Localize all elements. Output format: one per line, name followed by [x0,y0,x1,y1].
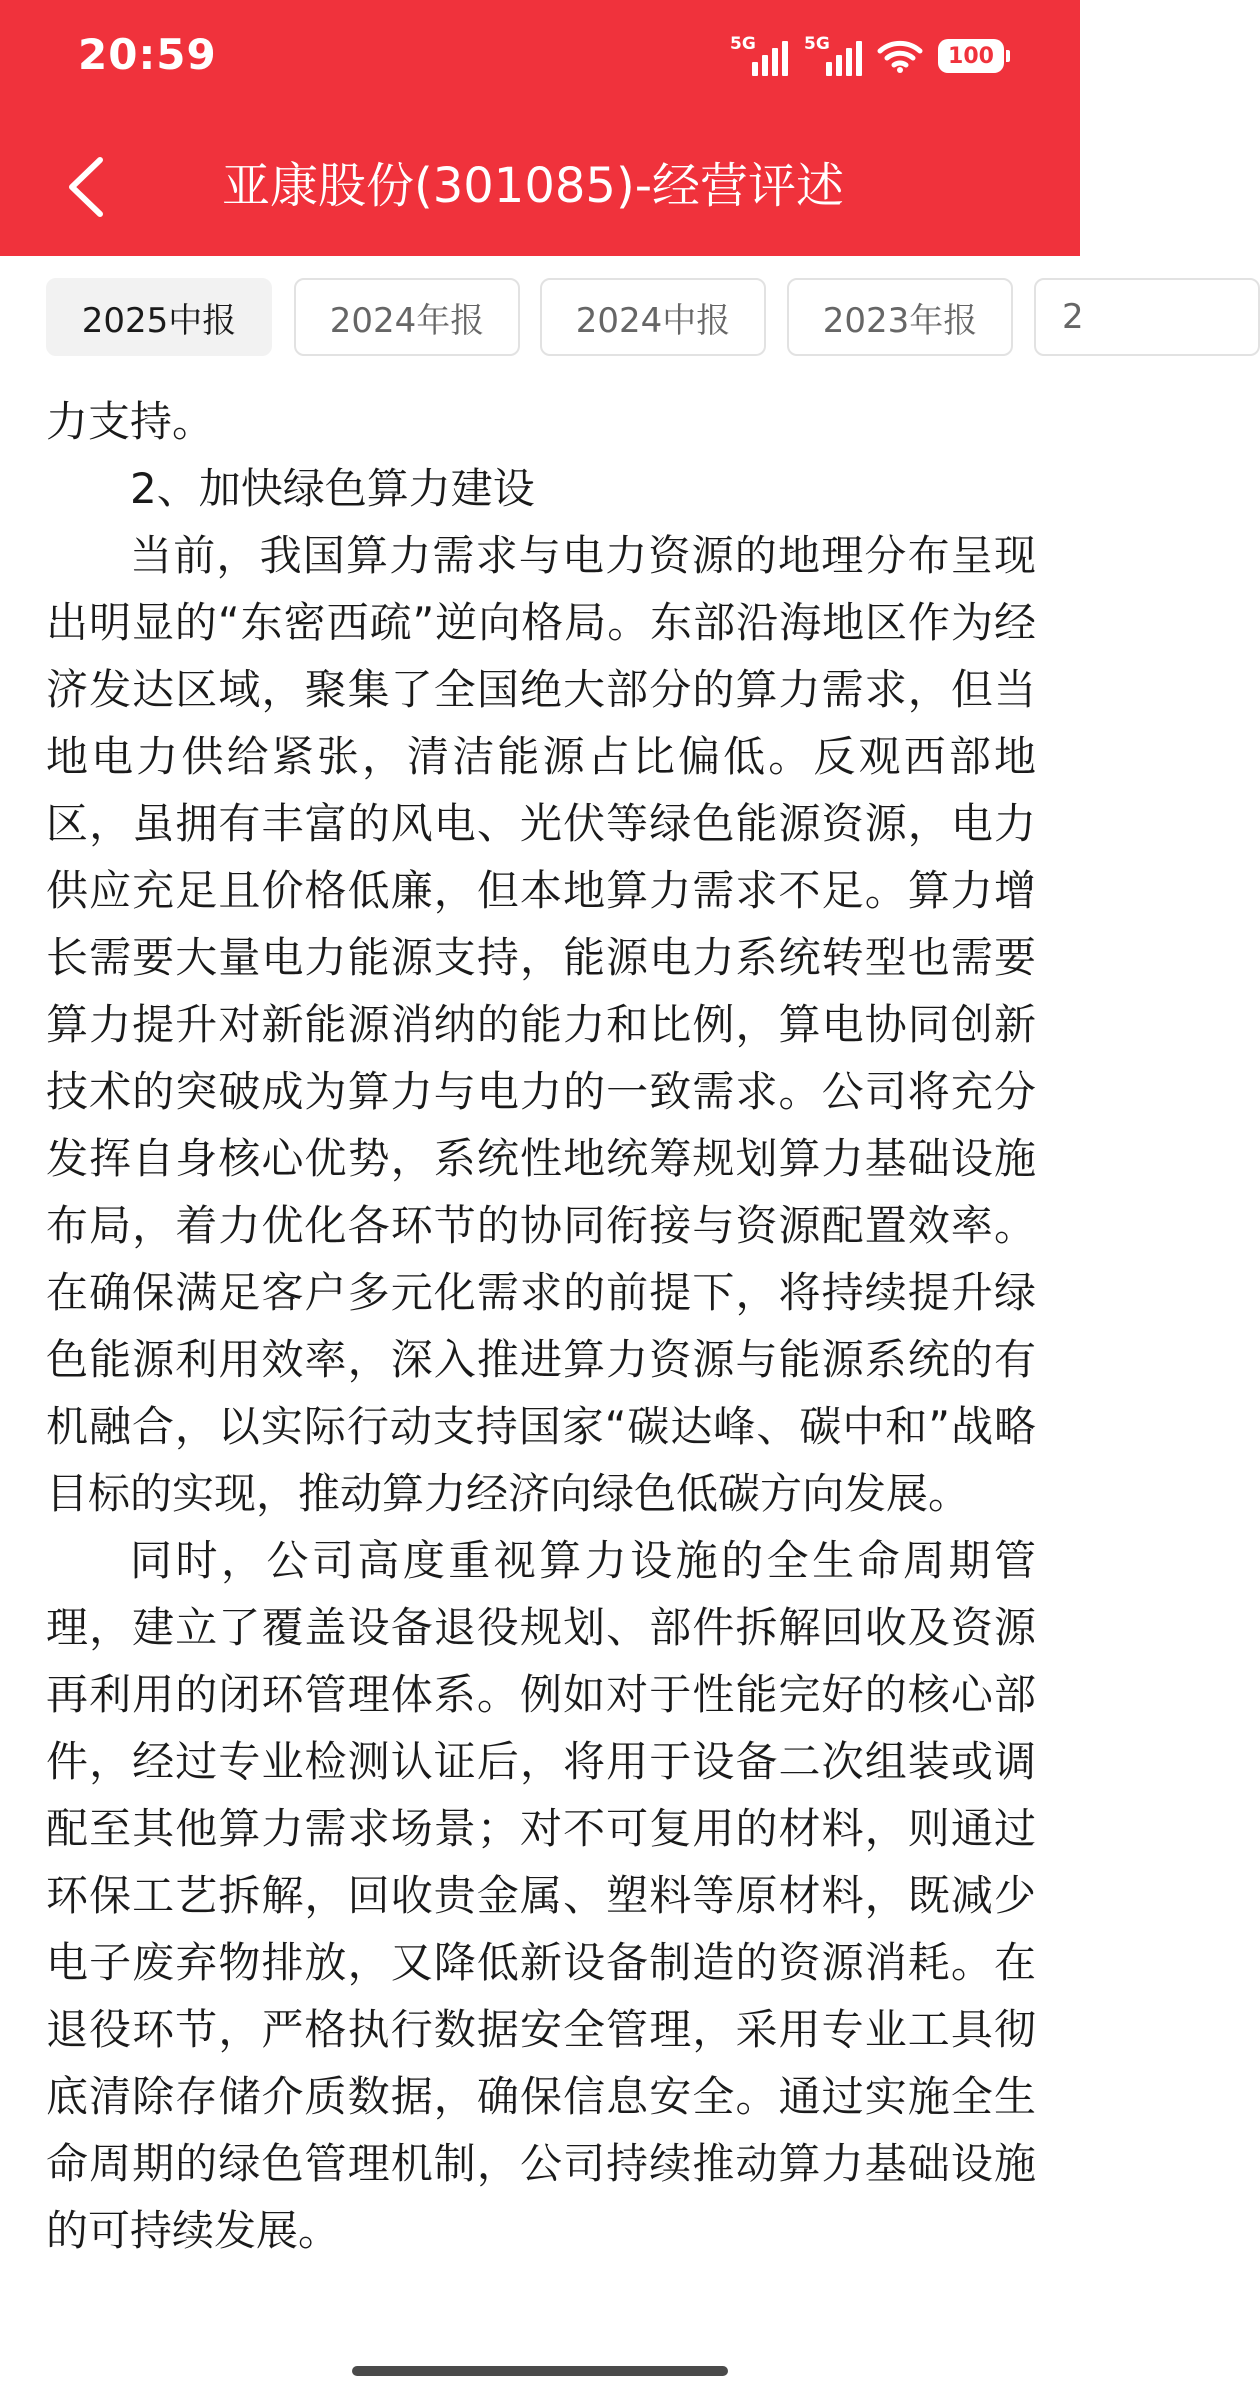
tab-2023-annual[interactable]: 2023年报 [787,278,1013,356]
tab-2025-interim[interactable]: 2025中报 [46,278,272,356]
status-bar [0,0,1080,118]
app-header [0,0,1080,256]
tab-next-partial[interactable]: 2 [1034,278,1260,356]
report-content [46,388,1036,2264]
battery-icon [938,39,1004,73]
cellular-signal-icon [730,36,788,76]
paragraph-continuation: 力支持。 [46,397,215,446]
network-type-label-2: 5G [804,34,830,54]
tab-2024-interim[interactable]: 2024中报 [540,278,766,356]
report-period-tabs [0,256,1084,366]
page-title: 亚康股份(301085)-经营评述 [222,158,845,214]
tab-2024-annual[interactable]: 2024年报 [294,278,520,356]
wifi-icon [878,39,922,73]
section-heading: 2、加快绿色算力建设 [130,464,535,513]
battery-level: 100 [948,43,994,69]
cellular-signal-icon-2 [804,36,862,76]
nav-bar [0,118,1080,256]
network-type-label: 5G [730,34,756,54]
home-indicator[interactable] [352,2366,728,2376]
status-time: 20:59 [78,30,217,79]
paragraph: 当前，我国算力需求与电力资源的地理分布呈现出明显的“东密西疏”逆向格局。东部沿海地区作为经济发达区域，聚集了全国绝大部分的算力需求，但当地电力供给紧张，清洁能源占比偏低。反观西部地区，虽拥有丰富的风电、光伏等绿色能源资源，电力供应充足且价格低廉，但本地算力需求不足。算力增长需要大量电力能源支持，能源电力系统转型也需要算力提升对新能源消纳的能力和比例，算电协同创新技术的突破成为算力与电力的一致需求。公司将充分发挥自身核心优势，系统性地统筹规划算力基础设施布局，着力优化各环节的协同衔接与资源配置效率。在确保满足客户多元化需求的前提下，将持续提升绿色能源利用效率，深入推进算力资源与能源系统的有机融合，以实际行动支持国家“碳达峰、碳中和”战略目标的实现，推动算力经济向绿色低碳方向发展。 [46,531,1036,1518]
paragraph: 同时，公司高度重视算力设施的全生命周期管理，建立了覆盖设备退役规划、部件拆解回收及资源再利用的闭环管理体系。例如对于性能完好的核心部件，经过专业检测认证后，将用于设备二次组装或调配至其他算力需求场景；对不可复用的材料，则通过环保工艺拆解，回收贵金属、塑料等原材料，既减少电子废弃物排放，又降低新设备制造的资源消耗。在退役环节，严格执行数据安全管理，采用专业工具彻底清除存储介质数据，确保信息安全。通过实施全生命周期的绿色管理机制，公司持续推动算力基础设施的可持续发展。 [46,1536,1036,2255]
status-icons [730,34,1004,78]
back-arrow-icon[interactable] [60,154,120,220]
